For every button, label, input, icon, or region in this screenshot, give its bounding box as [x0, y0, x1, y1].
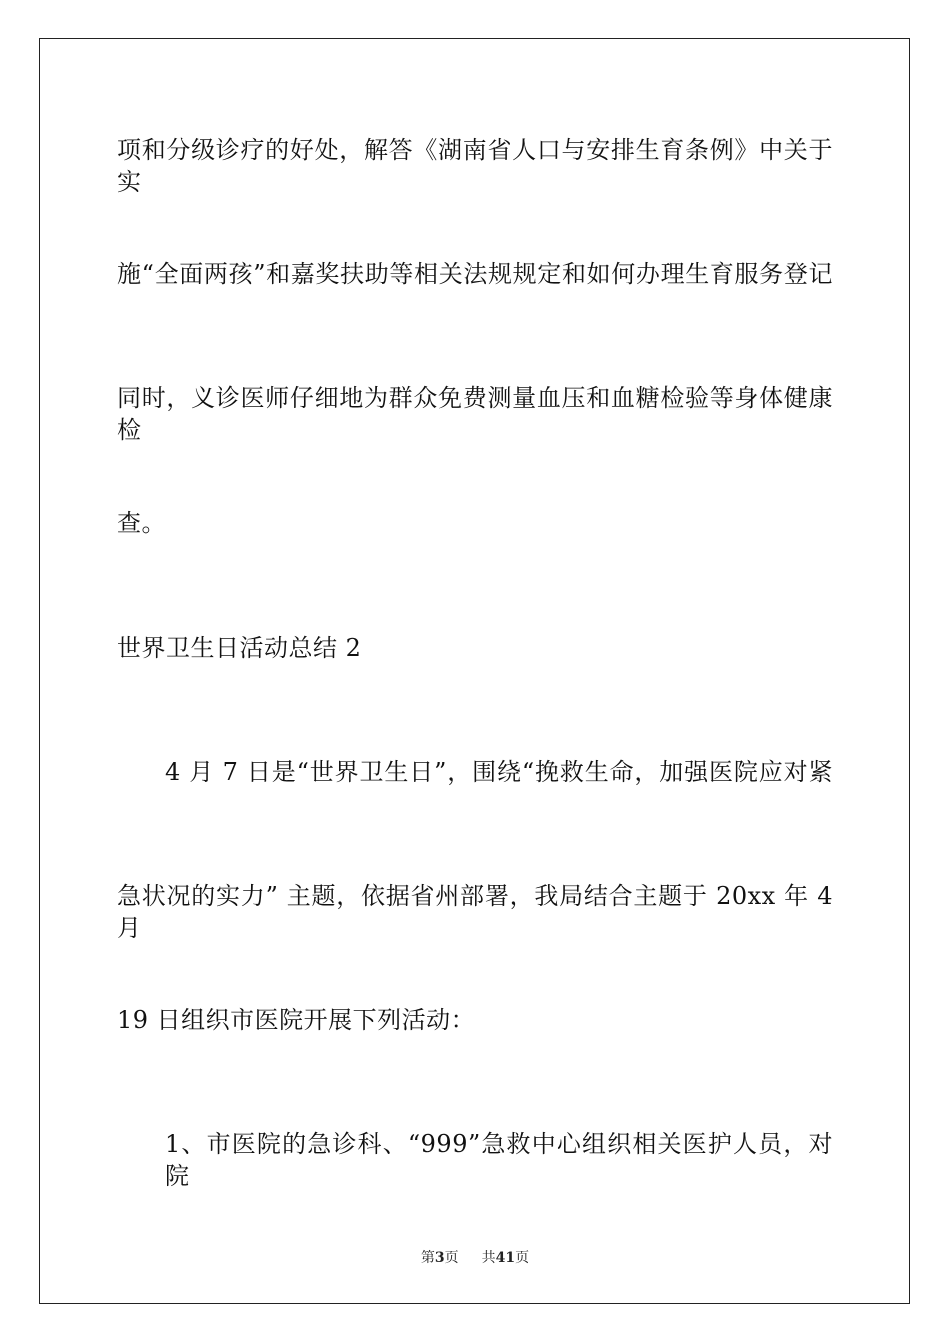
body-line-5: 4 月 7 日是“世界卫生日”，围绕“挽救生命，加强医院应对紧	[165, 758, 833, 786]
body-line-8: 1、市医院的急诊科、“999”急救中心组织相关医护人员，对院	[165, 1130, 833, 1190]
footer-page-suffix: 页	[444, 1250, 459, 1266]
footer-page-total: 41	[495, 1250, 516, 1266]
footer-total-prefix: 共	[481, 1250, 496, 1266]
body-line-4: 查。	[117, 509, 166, 537]
body-line-1: 项和分级诊疗的好处，解答《湖南省人口与安排生育条例》中关于实	[117, 136, 833, 196]
footer-page-prefix: 第	[420, 1250, 435, 1266]
section-heading: 世界卫生日活动总结 2	[117, 634, 362, 662]
body-line-2: 施“全面两孩”和嘉奖扶助等相关法规规定和如何办理生育服务登记	[117, 260, 833, 288]
body-line-6: 急状况的实力” 主题，依据省州部署，我局结合主题于 20xx 年 4 月	[117, 882, 833, 942]
footer-page-current: 3	[434, 1250, 445, 1266]
page-border	[39, 38, 910, 1304]
footer-total-suffix: 页	[515, 1250, 530, 1266]
body-line-7: 19 日组织市医院开展下列活动：	[117, 1006, 476, 1034]
body-line-3: 同时，义诊医师仔细地为群众免费测量血压和血糖检验等身体健康检	[117, 384, 833, 444]
page-footer	[0, 1248, 950, 1268]
